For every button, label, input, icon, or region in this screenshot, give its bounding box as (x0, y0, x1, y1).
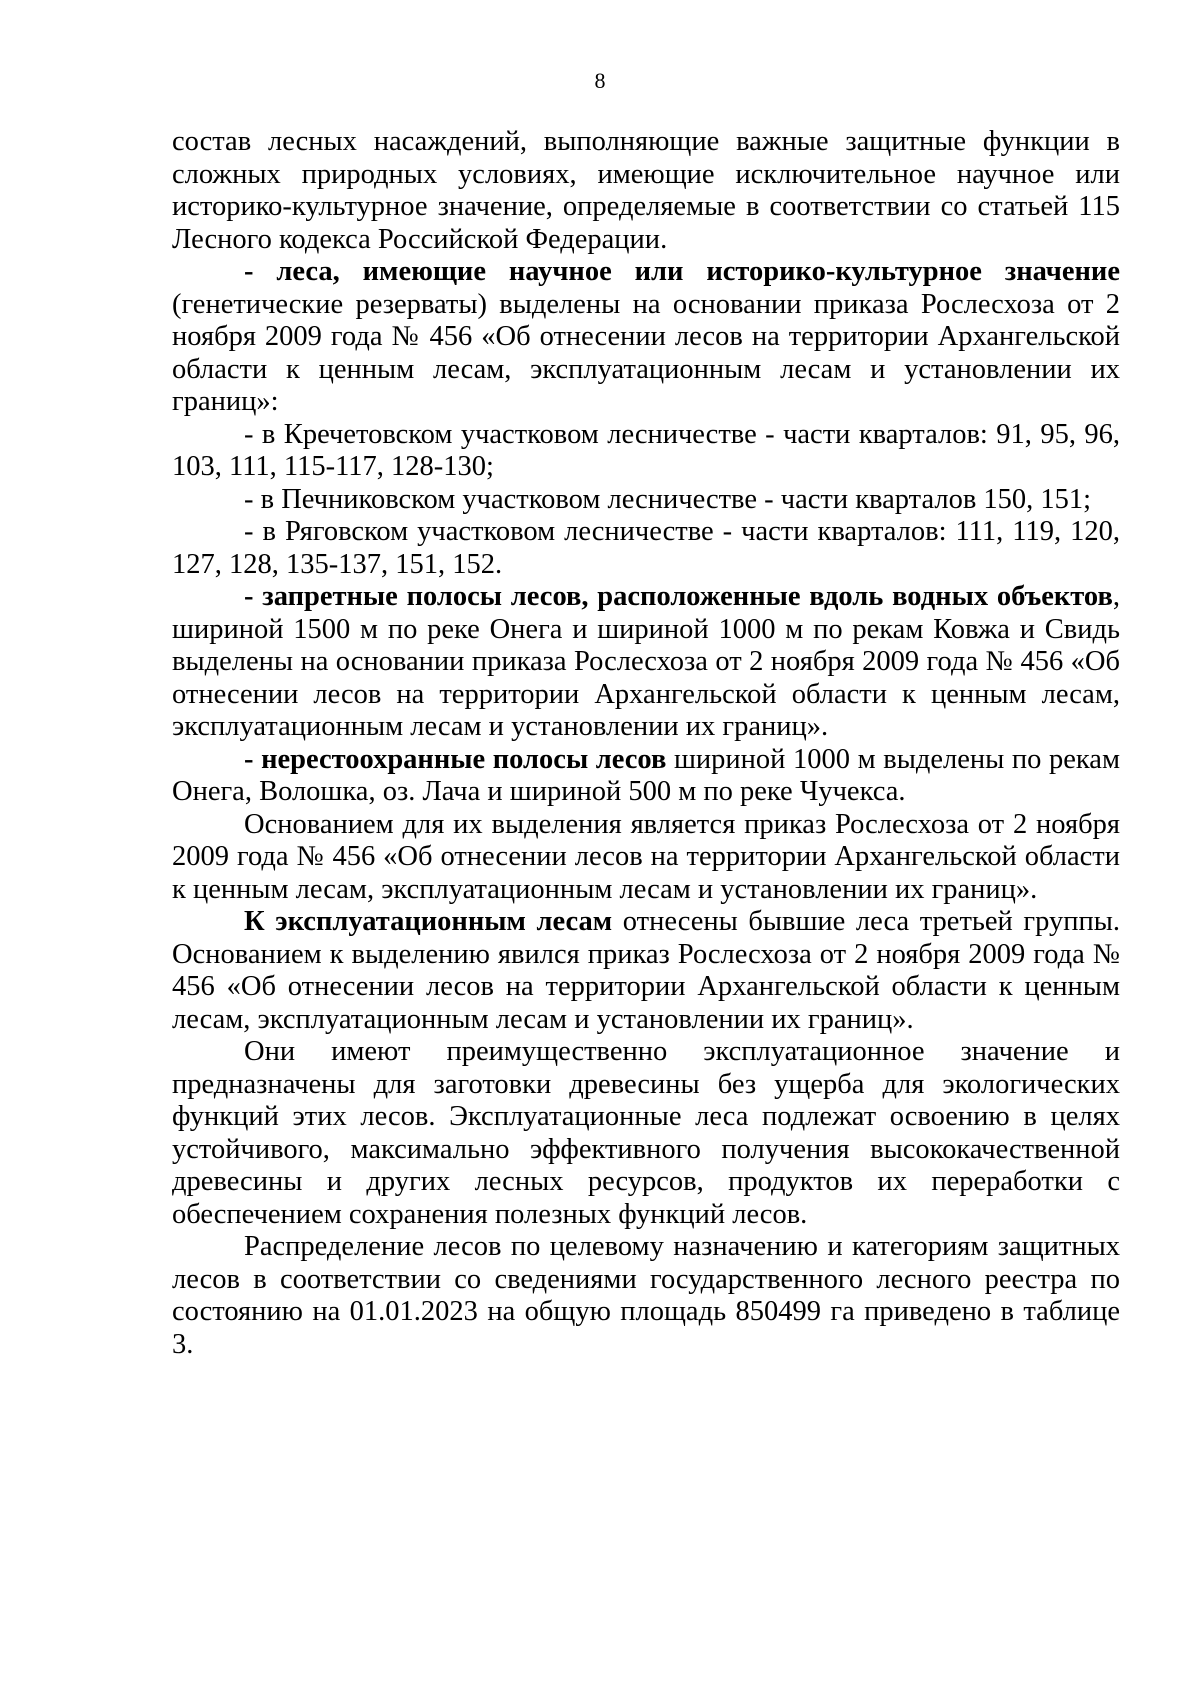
document-body (172, 126, 1120, 1361)
paragraph-basis: Основанием для их выделения является приказ Рослесхоза от 2 ноября 2009 года № 456 «Об отнесении лесов на территории Архангельской области к ценным лесам, эксплуатационным лесам и установлении их границ». (172, 808, 1120, 905)
paragraph-1: состав лесных насаждений, выполняющие важные защитные функции в сложных природных условиях, имеющие исключительное научное или историко-культурное значение, определяемые в соответствии со статьей 115 Лесного кодекса Российской Федерации. (172, 126, 1120, 255)
paragraph-exploitation-forests (172, 906, 1120, 1036)
page-number: 8 (594, 68, 606, 93)
water-protection-text: , шириной 1500 м по реке Онега и шириной 1000 м по рекам Ковжа и Свидь выделены на основании приказа Рослесхоза от 2 ноября 2009 года № 456 «Об отнесении лесов на территории Архангельской области к ценным лесам, эксплуатационным лесам и установлении их границ». (172, 581, 1120, 742)
list-item-krechetovsky: - в Кречетовском участковом лесничестве - части кварталов: 91, 95, 96, 103, 111, 115-117, 128-130; (172, 418, 1120, 482)
list-item-ryagovsky: - в Ряговском участковом лесничестве - части кварталов: 111, 119, 120, 127, 128, 135-137, 151, 152. (172, 516, 1120, 580)
scientific-forests-heading: - леса, имеющие научное или историко-культурное значение (244, 256, 1120, 287)
exploitation-forests-text: отнесены бывшие леса третьей группы. Основанием к выделению явился приказ Рослесхоза от 2 ноября 2009 года № 456 «Об отнесении лесов на территории Архангельской области к ценным лесам, эксплуатационным лесам и установлении их границ». (172, 906, 1120, 1035)
exploitation-forests-heading: К эксплуатационным лесам (244, 906, 613, 937)
spawning-protection-text: шириной 1000 м выделены по рекам Онега, Волошка, оз. Лача и шириной 500 м по реке Чучекса. (172, 743, 1120, 807)
scientific-forests-text: (генетические резерваты) выделены на основании приказа Рослесхоза от 2 ноября 2009 года № 456 «Об отнесении лесов на территории Архангельской области к ценным лесам, эксплуатационным лесам и установлении их границ»: (172, 288, 1120, 417)
paragraph-water-protection (172, 581, 1120, 744)
water-protection-heading: - запретные полосы лесов, расположенные вдоль водных объектов (244, 581, 1113, 612)
paragraph-scientific-forests (172, 256, 1120, 419)
paragraph-distribution: Распределение лесов по целевому назначению и категориям защитных лесов в соответствии со сведениями государственного лесного реестра по состоянию на 01.01.2023 на общую площадь 850499 га приведено в таблице 3. (172, 1231, 1120, 1360)
list-item-pechnikovsky: - в Печниковском участковом лесничестве - части кварталов 150, 151; (244, 483, 1092, 515)
paragraph-spawning-protection (172, 744, 1120, 809)
spawning-protection-heading: - нерестоохранные полосы лесов (244, 743, 667, 775)
paragraph-exploitation-purpose: Они имеют преимущественно эксплуатационное значение и предназначены для заготовки древесины без ущерба для экологических функций этих лесов. Эксплуатационные леса подлежат освоению в целях устойчивого, максимально эффективного получения высококачественной древесины и других лесных ресурсов, продуктов их переработки с обеспечением сохранения полезных функций лесов. (172, 1036, 1120, 1230)
